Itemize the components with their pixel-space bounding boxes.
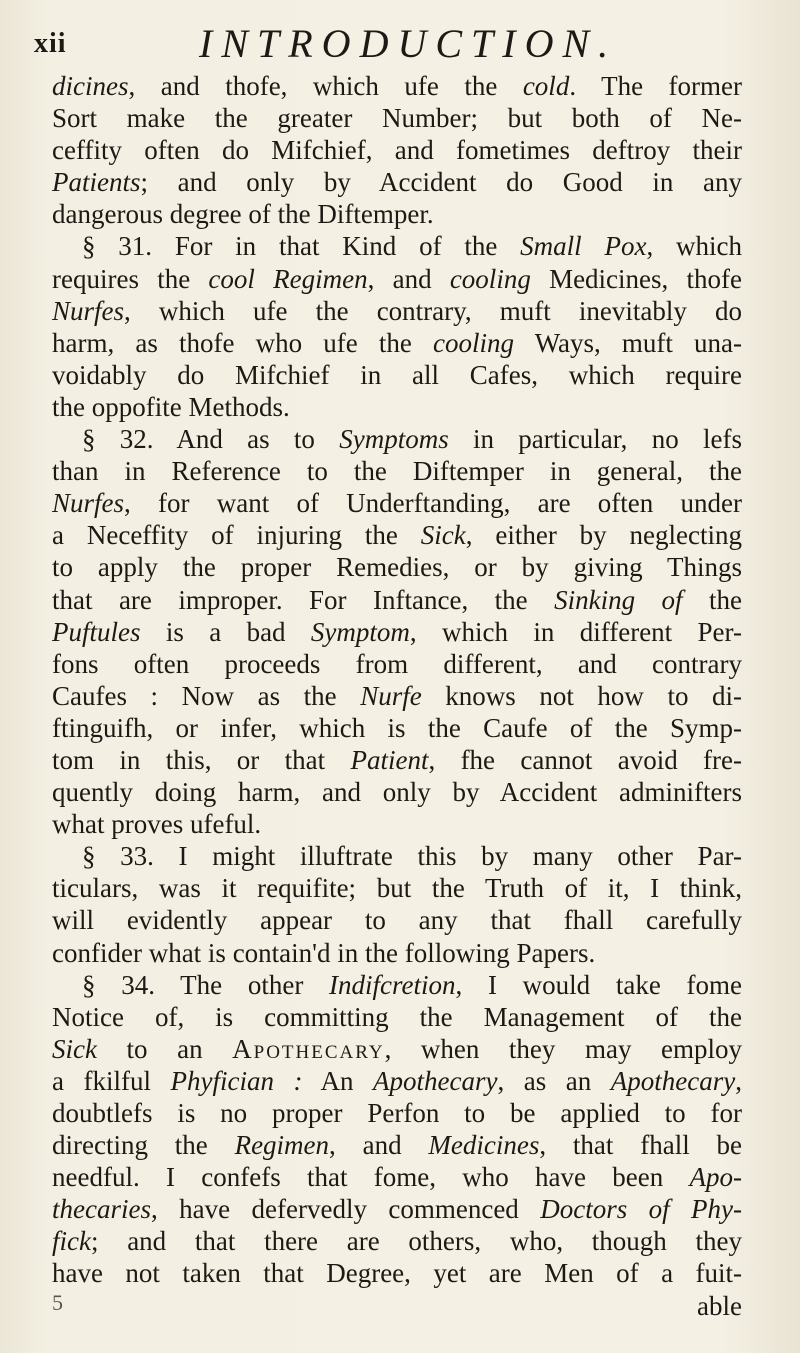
signature-mark: 5 (52, 1290, 63, 1315)
text-line: a fkilful Phyfician : An Apothecary, as an Apothecary, (52, 1065, 742, 1096)
text-line: Notice of, is committing the Management of the (52, 1001, 742, 1032)
text-line: what proves ufeful. (52, 809, 262, 840)
running-title: INTRODUCTION. (199, 21, 618, 66)
text-line: voidably do Mifchief in all Cafes, which require (52, 359, 742, 390)
text-line: a Neceffity of injuring the Sick, either by neglecting (52, 520, 743, 551)
text-line: § 34. The other Indifcretion, I would take fome (82, 969, 743, 1000)
text-line: Sort make the greater Number; but both of Ne- (52, 103, 742, 134)
text-line: § 33. I might illuftrate this by many other Par- (82, 841, 742, 872)
text-line: doubtlefs is no proper Perfon to be applied to for (52, 1098, 742, 1128)
body-text (52, 70, 742, 1322)
text-line: Caufes : Now as the Nurfe knows not how to di- (52, 680, 743, 711)
page-number: xii (34, 28, 67, 59)
text-line: will evidently appear to any that fhall carefully (52, 905, 742, 936)
text-line: confider what is contain'd in the following Papers. (52, 937, 596, 968)
text-line: Nurfes, which ufe the contrary, muft inevitably do (52, 295, 742, 326)
text-line: dangerous degree of the Diftemper. (52, 199, 434, 230)
text-line: harm, as thofe who ufe the cooling Ways, muft una- (52, 327, 743, 358)
text-line: ticulars, was it requifite; but the Truth of it, I think, (52, 873, 742, 904)
text-line: than in Reference to the Diftemper in general, the (52, 456, 742, 487)
text-line: dicines, and thofe, which ufe the cold. The former (52, 71, 743, 101)
text-line: fick; and that there are others, who, though they (52, 1226, 742, 1257)
text-line: § 32. And as to Symptoms in particular, no lefs (82, 424, 742, 455)
text-line: tom in this, or that Patient, fhe cannot avoid fre- (52, 744, 742, 775)
text-line: needful. I confefs that fome, who have been Apo- (52, 1162, 742, 1193)
text-line: Sick to an Apothecary, when they may employ (52, 1033, 742, 1064)
text-line: that are improper. For Inftance, the Sinking of the (52, 584, 742, 615)
text-line: Patients; and only by Accident do Good in any (52, 167, 742, 198)
page-header (24, 16, 764, 68)
text-line: § 31. For in that Kind of the Small Pox, which (82, 231, 743, 262)
text-line: ceffity often do Mifchief, and fometimes deftroy their (52, 135, 742, 166)
text-line: Puftules is a bad Symptom, which in different Per- (52, 616, 742, 647)
text-line: fons often proceeds from different, and contrary (52, 648, 742, 679)
text-line: to apply the proper Remedies, or by giving Things (52, 552, 742, 583)
text-line: the oppofite Methods. (52, 391, 290, 422)
text-line: directing the Regimen, and Medicines, that fhall be (52, 1130, 742, 1161)
text-line: have not taken that Degree, yet are Men of a fuit- (52, 1258, 742, 1289)
text-line: quently doing harm, and only by Accident adminifters (52, 777, 742, 808)
text-line: thecaries, have defervedly commenced Doctors of Phy- (52, 1194, 743, 1225)
text-line: Nurfes, for want of Underftanding, are often under (52, 488, 742, 519)
text-line: requires the cool Regimen, and cooling Medicines, thofe (52, 263, 742, 294)
catchword: able (697, 1290, 742, 1321)
text-line: ftinguifh, or infer, which is the Caufe of the Symp- (52, 712, 742, 743)
